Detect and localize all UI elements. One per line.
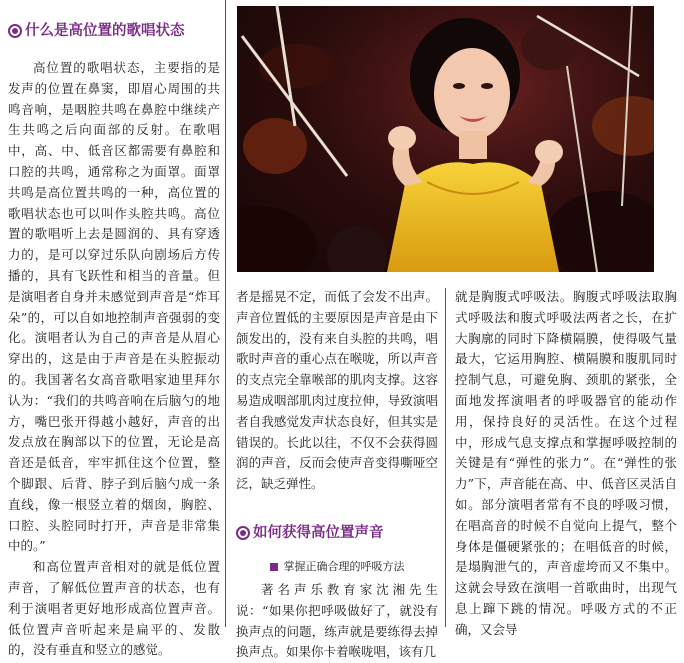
heading-text: 如何获得高位置声音: [253, 524, 384, 541]
column-1: [8, 0, 220, 661]
section-heading-what-is-high-position: [8, 21, 220, 41]
section-heading-how-to-get-high-position: [236, 523, 438, 543]
column-3: [455, 0, 677, 641]
column-divider-1: [225, 0, 226, 627]
square-bullet-icon: [270, 563, 278, 571]
section1-paragraph-2: 和高位置声音相对的就是低位置声音，了解低位置声音的状态，也有利于演唱者更好地形成高位置声音。低位置声音听起来是扁平的、发散的，没有垂直和竖立的感觉。: [8, 559, 220, 658]
section2-paragraph: 著名声乐教育家沈湘先生说：“如果你把呼吸做好了，就没有换声点的问题，练声就是要练得去掉换声点。如果你卡着喉咙唱，该有几: [236, 581, 438, 660]
section1-paragraph-1: 高位置的歌唱状态，主要指的是发声的位置在鼻窦，即眉心周围的共鸣音响，是咽腔共鸣在鼻腔中继续产生共鸣之后向面部的反射。在歌唱中，高、中、低音区都需要有鼻腔和口腔的共鸣，通常称之为面罩。面罩共鸣是高位置共鸣的一种，高位置的歌唱状态也可以叫作头腔共鸣。高位置的歌唱听上去是圆润的、具有穿透力的，是可以穿过乐队向剧场后方传播的，具有飞跃性和相当的音量。但是演唱者自身并未感觉到声音是“炸耳朵”的，可以自如地控制声音强弱的变化。演唱者认为自己的声音是从眉心穿出的，这是由于声音是在头腔振动的。我国著名女高音歌唱家迪里拜尔认为：“我们的共鸣音响在后脑勺的地方，嘴巴张开得越小越好，声音的出发点放在胸部以下的位置，无论是高音还是低音，牢牢抓住这个位置，整个脚跟、后背、脖子到后脑勺成一条直线，像一根竖立着的烟囱，胸腔、口腔、头腔同时打开，声音是非常集中的。”: [8, 60, 220, 554]
heading-bullet-icon: [236, 526, 250, 540]
heading-text: 什么是高位置的歌唱状态: [25, 23, 185, 39]
subheading-breathing: [236, 557, 438, 577]
column-divider-2: [445, 288, 446, 627]
column-2: [236, 0, 438, 663]
column3-paragraph: 就是胸腹式呼吸法。胸腹式呼吸法取胸式呼吸法和腹式呼吸法两者之长，在扩大胸廓的同时下降横隔膜，使得吸气量最大，它运用胸腔、横隔膜和腹肌同时控制气息，可避免胸、颈肌的紧张，全面地发挥演唱者的呼吸器官的能动作用，保持良好的灵活性。在这个过程中，形成气息支撑点和掌握呼吸控制的关键是有“弹性的张力”。在“弹性的张力”下，声音能在高、中、低音区灵活自如。部分演唱者常有不良的呼吸习惯，在唱高音的时候不自觉向上提气，整个身体是僵硬紧张的；在唱低音的时候，是塌胸泄气的，声音虚垮而又不集中。这就会导致在演唱一首歌曲时，出现气息上蹿下跳的情况。呼吸方式的不正确，又会导: [455, 289, 677, 637]
column2-paragraph: 者是摇晃不定，而低了会发不出声。声音位置低的主要原因是声音是由下颌发出的，没有来自头腔的共鸣，唱歌时声音的重心点在喉咙，所以声音的支点完全靠喉部的肌肉支撑。这容易造成咽部肌肉过度拉伸，导致演唱者自我感觉发声状态良好，但其实是错误的。长此以往，不仅不会获得圆润的声音，反而会使声音变得嘶哑空泛，缺乏弹性。: [236, 289, 438, 492]
subheading-text: 掌握正确合理的呼吸方法: [283, 559, 405, 573]
heading-bullet-icon: [8, 24, 22, 38]
